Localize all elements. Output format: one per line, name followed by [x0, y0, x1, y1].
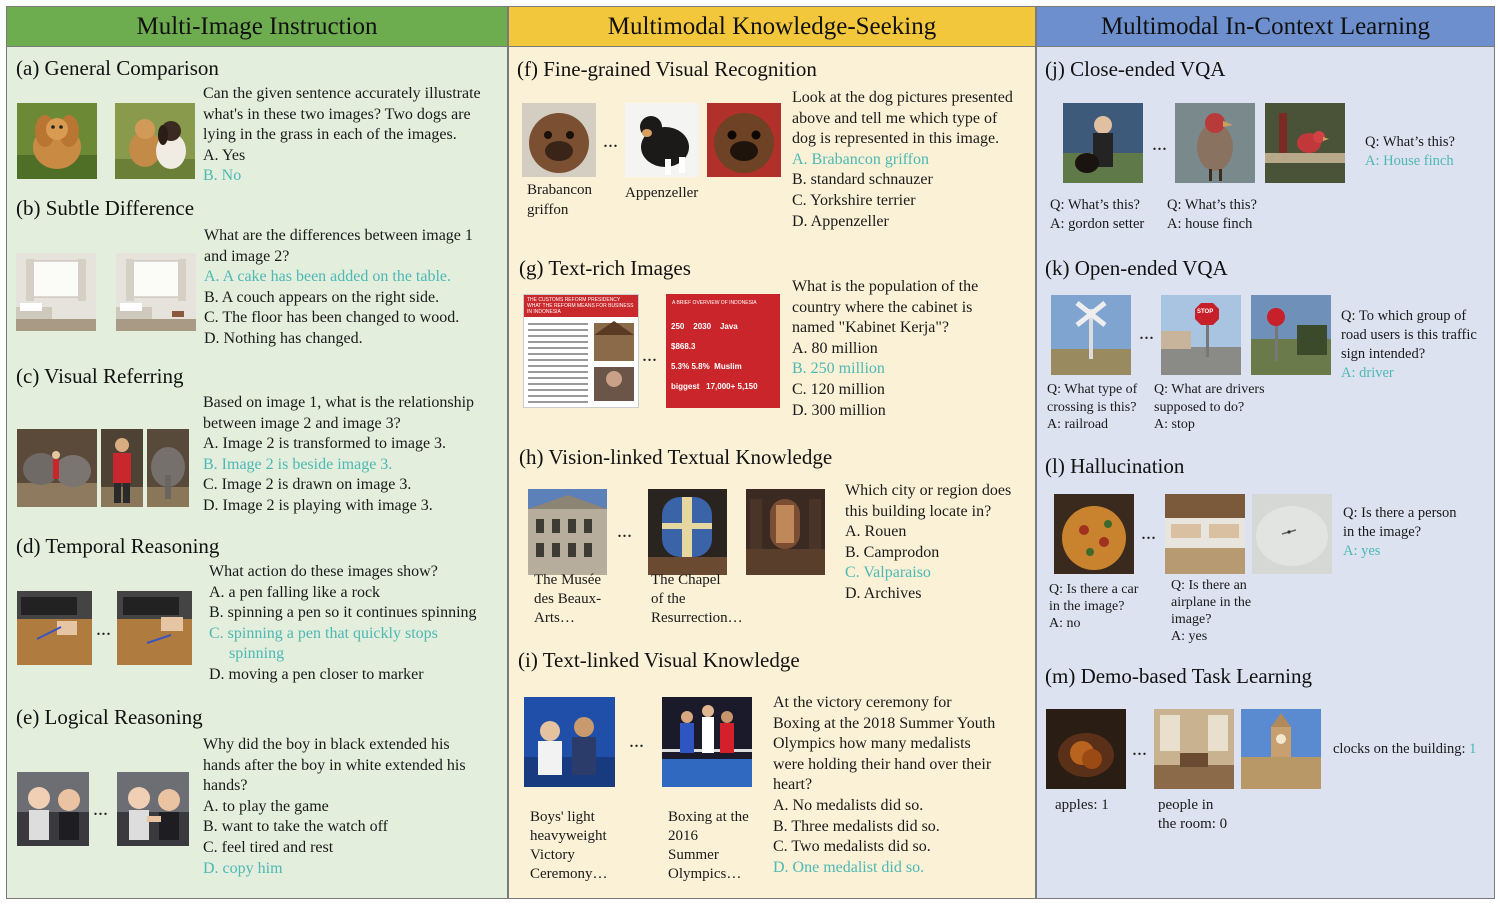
- caption-apples: apples: 1: [1055, 797, 1109, 813]
- question-line: heart?: [773, 776, 813, 794]
- ellipsis: ...: [96, 618, 111, 640]
- pen-frame-1: [17, 591, 92, 665]
- pizza-image: [1054, 494, 1134, 574]
- qa-j-1: Q: What’s this? A: gordon setter: [1050, 197, 1145, 232]
- multimodal-in-context-learning-column: [1036, 6, 1495, 899]
- boys-frame-1: [17, 772, 89, 846]
- question-line: Based on image 1, what is the relationship: [203, 394, 475, 411]
- option-c: C. 120 million: [792, 380, 885, 398]
- section-title-f: (f) Fine-grained Visual Recognition: [517, 57, 817, 81]
- question-e: [203, 735, 466, 879]
- question-line: Olympics how many medalists: [773, 735, 971, 753]
- museum-building-image: [528, 489, 607, 575]
- question-line: named "Kabinet Kerja"?: [792, 319, 949, 337]
- question-line: Can the given sentence accurately illustrate: [203, 85, 481, 102]
- question-line: this building locate in?: [845, 502, 992, 520]
- snow-field-image: [1252, 494, 1332, 574]
- ellipsis: ...: [603, 130, 618, 152]
- question-line: Why did the boy in black extended his: [203, 736, 450, 753]
- ellipsis: ...: [617, 520, 632, 542]
- section-title-j: (j) Close-ended VQA: [1045, 57, 1226, 81]
- news-article-image: [523, 294, 639, 408]
- dog-image-1: [17, 103, 97, 179]
- bedroom-image-1: [16, 253, 96, 331]
- option-c: C. Two medalists did so.: [773, 838, 931, 856]
- qa-k-1: Q: What type of crossing is this? A: railroad: [1047, 382, 1138, 432]
- victory-ceremony-image: [524, 697, 615, 787]
- ellipsis: ...: [1132, 738, 1147, 760]
- query-dog-image: [707, 103, 781, 177]
- option-a: A. No medalists did so.: [773, 796, 924, 814]
- answer-option: A. Brabancon griffon: [792, 150, 929, 168]
- stop-sign-label: STOP: [1197, 309, 1214, 315]
- question-c: [203, 393, 474, 517]
- column-header: Multimodal In-Context Learning: [1037, 7, 1494, 47]
- dog-image-2: [115, 103, 195, 179]
- clock-building-image: [1241, 709, 1321, 789]
- question-line: What action do these images show?: [209, 563, 438, 580]
- column-header: Multimodal Knowledge-Seeking: [509, 7, 1035, 47]
- boxing-ring-image: [662, 697, 752, 787]
- option-d: D. Archives: [845, 584, 922, 602]
- chapel-image: [648, 489, 727, 575]
- answer: A: yes: [1343, 543, 1381, 559]
- room-image: [1154, 709, 1234, 789]
- question-line: and image 2?: [204, 247, 290, 265]
- column-header: Multi-Image Instruction: [7, 7, 507, 47]
- question-line: At the victory ceremony for: [773, 694, 952, 711]
- caption-people: people in the room: 0: [1158, 797, 1228, 832]
- option-a: A. a pen falling like a rock: [209, 583, 381, 601]
- multimodal-knowledge-seeking-column: [508, 6, 1036, 899]
- gordon-setter-image: [1063, 103, 1143, 183]
- stop-sign-image-2: [1251, 295, 1331, 375]
- question-b: [204, 226, 473, 350]
- option-a: A. 80 million: [792, 339, 878, 357]
- answer: A: House finch: [1365, 153, 1454, 169]
- option-c: C. The floor has been changed to wood.: [204, 309, 460, 327]
- house-finch-image-2: [1265, 103, 1345, 183]
- brabancon-griffon-image: [522, 103, 596, 177]
- section-title-h: (h) Vision-linked Textual Knowledge: [519, 445, 833, 469]
- option-b: B. want to take the watch off: [203, 818, 388, 836]
- caption-brabancon: Brabancon griffon: [527, 182, 592, 218]
- option-d: D. Appenzeller: [792, 212, 889, 230]
- ellipsis: ...: [1152, 133, 1167, 155]
- answer-option: B. 250 million: [792, 360, 885, 378]
- option-c: C. feel tired and rest: [203, 838, 334, 856]
- caption-clocks: clocks on the building: 1: [1333, 741, 1477, 757]
- qa-k-2: Q: What are drivers supposed to do? A: stop: [1154, 382, 1265, 432]
- multi-image-instruction-column: [6, 6, 508, 899]
- section-title-c: (c) Visual Referring: [16, 364, 184, 388]
- answer-option: D. One medalist did so.: [773, 858, 925, 876]
- ellipsis: ...: [1139, 322, 1154, 344]
- boys-frame-2: [117, 772, 189, 846]
- caption-chapel: The Chapel of the Resurrection…: [651, 572, 743, 626]
- section-title-l: (l) Hallucination: [1045, 454, 1185, 478]
- section-title-m: (m) Demo-based Task Learning: [1045, 664, 1312, 688]
- question-f: [792, 88, 1013, 232]
- answer-option: C. spinning a pen that quickly stops: [209, 624, 438, 642]
- answer-option: A. A cake has been added on the table.: [204, 268, 452, 286]
- section-title-a: (a) General Comparison: [16, 56, 219, 80]
- option-b: B. spinning a pen so it continues spinning: [209, 604, 477, 622]
- question-line: dog is represented in this image.: [792, 130, 1000, 148]
- elephant-image: [147, 429, 189, 507]
- infographic-title: A BRIEF OVERVIEW OF INDONESIA: [672, 300, 757, 306]
- option-d: D. 300 million: [792, 401, 886, 419]
- appenzeller-image: [625, 103, 699, 177]
- indonesia-infographic-image: [666, 294, 780, 408]
- option-c: C. Yorkshire terrier: [792, 191, 916, 209]
- option-d: D. Image 2 is playing with image 3.: [203, 496, 433, 514]
- option-d: D. Nothing has changed.: [204, 329, 363, 347]
- stop-sign-image-1: [1161, 295, 1241, 375]
- news-title: THE CUSTOMS REFORM PRESIDENCY: [527, 297, 621, 303]
- question-d: [209, 562, 477, 686]
- option-b: B. Three medalists did so.: [773, 817, 940, 835]
- qa-l-3: Q: Is there a person in the image? A: yes: [1343, 505, 1457, 559]
- option-d: D. moving a pen closer to marker: [209, 665, 424, 683]
- qa-k-3: Q: To which group of road users is this traffic sign intended? A: driver: [1341, 308, 1477, 381]
- answer: A: driver: [1341, 365, 1394, 381]
- question-line: were holding their hand over their: [773, 755, 992, 773]
- question-i: [773, 693, 995, 878]
- qa-j-2: Q: What’s this? A: house finch: [1167, 197, 1257, 232]
- section-title-k: (k) Open-ended VQA: [1045, 256, 1228, 280]
- question-line: Which city or region does: [845, 482, 1012, 499]
- section-title-d: (d) Temporal Reasoning: [16, 534, 220, 558]
- question-line: above and tell me which type of: [792, 109, 998, 127]
- question-line: Boxing at the 2018 Summer Youth: [773, 714, 996, 732]
- answer-option: B. No: [203, 167, 242, 185]
- answer-option: C. Valparaiso: [845, 564, 931, 582]
- ellipsis: ...: [1141, 522, 1156, 544]
- option-a: A. Yes: [203, 146, 246, 164]
- caption-boys-light-heavyweight: Boys' light heavyweight Victory Ceremony…: [530, 809, 608, 882]
- answer-option: B. Image 2 is beside image 3.: [203, 455, 393, 473]
- ellipsis: ...: [642, 344, 657, 366]
- caption-appenzeller: Appenzeller: [625, 185, 699, 201]
- question-line: hands after the boy in white extended his: [203, 756, 466, 774]
- question-line: What is the population of the: [792, 278, 979, 295]
- option-a: A. Image 2 is transformed to image 3.: [203, 435, 447, 453]
- house-finch-image-1: [1175, 103, 1255, 183]
- caption-musee: The Musée des Beaux- Arts…: [534, 572, 602, 626]
- question-line: Look at the dog pictures presented: [792, 89, 1013, 106]
- answer: 1: [1469, 741, 1477, 757]
- caption-boxing-2016: Boxing at the 2016 Summer Olympics…: [668, 809, 749, 882]
- question-h: [845, 481, 1011, 605]
- pen-frame-2: [117, 591, 192, 665]
- railroad-crossing-image: [1051, 295, 1131, 375]
- airplane-interior-image: [1165, 494, 1245, 574]
- apples-image: [1046, 709, 1126, 789]
- man-red-shirt-image: [101, 429, 143, 507]
- section-title-i: (i) Text-linked Visual Knowledge: [518, 648, 800, 672]
- news-subtitle: WHAT THE REFORM MEANS FOR BUSINESS IN INDONESIA: [527, 303, 634, 315]
- option-b: B. standard schnauzer: [792, 171, 933, 189]
- question-line: What are the differences between image 1: [204, 227, 473, 244]
- elephants-image: [17, 429, 97, 507]
- section-title-g: (g) Text-rich Images: [519, 256, 691, 280]
- question-a: [203, 84, 481, 187]
- ellipsis: ...: [629, 730, 644, 752]
- question-line: what's in these two images? Two dogs are: [203, 105, 471, 123]
- question-line: hands?: [203, 777, 248, 795]
- option-a: A. to play the game: [203, 797, 329, 815]
- option-b: B. Camprodon: [845, 543, 940, 561]
- qa-l-2: Q: Is there an airplane in the image? A: yes: [1171, 578, 1252, 644]
- question-line: lying in the grass in each of the images.: [203, 126, 457, 144]
- section-title-b: (b) Subtle Difference: [16, 196, 195, 220]
- option-b: B. A couch appears on the right side.: [204, 288, 440, 306]
- church-interior-image: [746, 489, 825, 575]
- qa-j-3: Q: What’s this? A: House finch: [1365, 134, 1455, 169]
- question-g: [792, 277, 978, 421]
- section-title-e: (e) Logical Reasoning: [16, 705, 203, 729]
- option-c: C. Image 2 is drawn on image 3.: [203, 476, 412, 494]
- question-line: between image 2 and image 3?: [203, 414, 401, 432]
- answer-option-continued: spinning: [229, 645, 285, 663]
- infographic-stats: 250 2030 Java $868.3 5.3% 5.8% Muslim biggest 17,000+ 5,150: [671, 322, 758, 391]
- option-a: A. Rouen: [845, 523, 907, 541]
- bedroom-image-2: [116, 253, 196, 331]
- qa-l-1: Q: Is there a car in the image? A: no: [1049, 582, 1139, 631]
- answer-option: D. copy him: [203, 859, 283, 877]
- question-line: country where the cabinet is: [792, 298, 973, 316]
- ellipsis: ...: [93, 798, 108, 820]
